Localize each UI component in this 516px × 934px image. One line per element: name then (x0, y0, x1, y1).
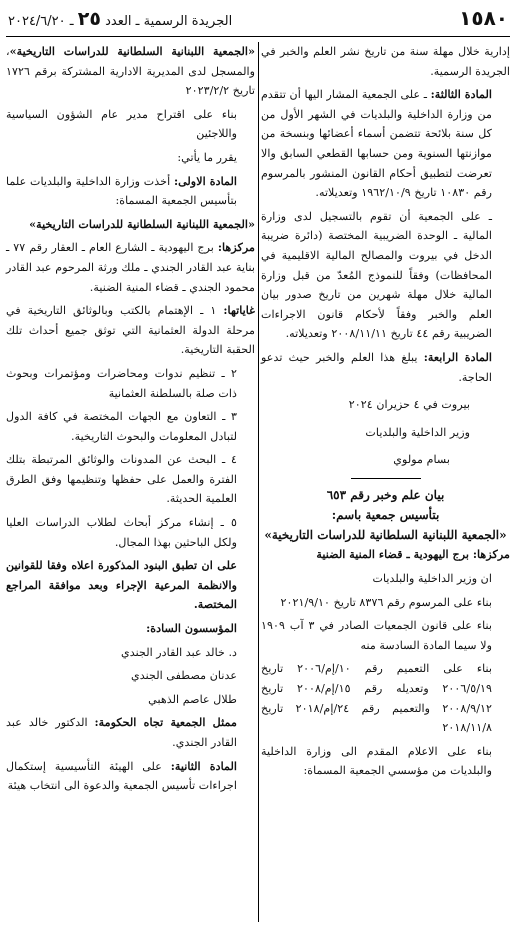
article-label: المادة الرابعة: (423, 349, 492, 364)
paragraph: إدارية خلال مهلة سنة من تاريخ نشر العلم والخبر في الجريدة الرسمية. (261, 45, 510, 78)
association-intro (6, 42, 255, 101)
article-3 (261, 85, 510, 203)
association-name: «الجمعية اللبنانية السلطانية للدراسات التاريخية» (29, 216, 255, 231)
article-label: المادة الاولى: (173, 173, 237, 188)
founder: عدنان مصطفى الجندي (131, 669, 237, 683)
goal-text: ١ ـ الإهتمام بالكتب وبالوثائق التاريخية في مرحلة الدولة العثمانية التي توثق جميع أحداث تلك الحقبة التاريخية. (6, 304, 255, 357)
hq-label: مركزها: (217, 240, 255, 255)
article-text: ـ على الجمعية المشار اليها أن تتقدم من وزارة الداخلية والبلديات في الشهر الأول من كل سنة بلائحة تتضمن أسماء أعضائها وبنسخة من موازنتها السنوية ومن حسابها القطعي السابق والا تعرضت لتطبيق أحكام القانون المنشور بالمرسوم رقم ١٠٨٣٠ تاريخ ١٩٦٢/١٠/٩ وتعديلاته. (261, 88, 492, 200)
page-header (6, 6, 510, 37)
issue-number: ٢٥ (77, 8, 101, 30)
minister-line: ان وزير الداخلية والبلديات (372, 571, 492, 585)
founder: طلال عاصم الذهبي (148, 692, 237, 706)
goals-label: غاياتها: (223, 303, 255, 318)
article-4 (261, 348, 510, 387)
article-text: أخذت وزارة الداخلية والبلديات علما بتأسيس الجمعية المسماة: (6, 174, 237, 208)
decides: يقرر ما يأتي: (177, 150, 237, 164)
notice-association-name: «الجمعية اللبنانية السلطانية للدراسات التاريخية» (264, 528, 507, 543)
representative (6, 713, 255, 752)
goal-4: ٤ ـ البحث عن المدونات والوثائق المرتبطة بتلك الفترة والعمل على حفظها وتنظيمها وفق الطرق العلمية الحديثة. (6, 453, 237, 506)
hq-text: برج اليهودية ـ قضاء المنية الضنية (316, 547, 473, 562)
hq-text: برج اليهودية ـ الشارع العام ـ العقار رقم ٧٧ ـ بناية عبد القادر الجندي ـ ملك ورثة المرحوم عبد القادر محمود الجندي ـ قضاء المنية الضنية. (6, 241, 255, 294)
condition: على ان تطبق البنود المذكورة اعلاه وفقا للقوانين والانظمة المرعية الإجراء وبعد موافقة المراجع المختصة. (6, 558, 237, 612)
notice-number: بيان علم وخبر رقم ٦٥٣ (326, 488, 445, 503)
goal-3: ٣ ـ التعاون مع الجهات المختصة في كافة الدول لتبادل المعلومات والبحوث التاريخية. (6, 410, 237, 443)
gazette-title (8, 8, 232, 30)
legal-basis: بناء على التعميم رقم ١٠/إم/٢٠٠٦ تاريخ ٢٠٠٦/٥/١٩ وتعديله رقم ١٥/إم/٢٠٠٨ تاريخ ٢٠٠٨/٩/١٢ والتعميم رقم ٢٤/إم/٢٠١٨ تاريخ ٢٠١٨/١١/٨ (261, 662, 492, 735)
association-name: «الجمعية اللبنانية السلطانية للدراسات التاريخية» (9, 44, 255, 58)
rep-label: ممثل الجمعية تجاه الحكومة: (94, 715, 237, 730)
article-label: المادة الثالثة: (430, 87, 492, 102)
article-text: يبلغ هذا العلم والخبر حيث تدعو الحاجة. (261, 350, 492, 384)
goal-1 (6, 301, 255, 360)
page-number: ١٥٨٠ (459, 6, 508, 30)
proposal: بناء على اقتراح مدير عام الشؤون السياسية واللاجئين (6, 107, 237, 141)
signature-title: وزير الداخلية والبلديات (365, 425, 470, 439)
issue-date: ـ ٢٠٢٤/٦/٢٠ (8, 14, 74, 29)
section-rule (351, 478, 421, 480)
rep-text: الدكتور خالد عبد القادر الجندي. (6, 716, 237, 749)
column-divider (258, 42, 259, 922)
right-column (261, 42, 510, 785)
article-label: المادة الثانية: (170, 758, 237, 773)
signature-name: بسام مولوي (393, 453, 450, 467)
headquarters (261, 545, 510, 565)
registration: ، والمسجل لدى المديرية الادارية المشتركة برقم ١٧٢٦ تاريخ ٢٠٢٣/٢/٢ (6, 45, 255, 98)
legal-basis: بناء على قانون الجمعيات الصادر في ٣ آب ١٩٠٩ ولا سيما المادة السادسة منه (261, 619, 492, 652)
headquarters (6, 238, 255, 297)
article-2 (6, 757, 255, 796)
article-1 (6, 172, 255, 211)
goal-2: ٢ ـ تنظيم ندوات ومحاضرات ومؤتمرات وبحوث ذات صلة بالسلطنة العثمانية (6, 366, 237, 400)
hq-label: مركزها: (472, 547, 510, 562)
left-column (6, 42, 255, 800)
notice-subtitle: بتأسيس جمعية باسم: (331, 508, 440, 523)
article-text: على الهيئة التأسيسية إستكمال اجراءات تأسيس الجمعية والدعوة الى انتخاب هيئة (6, 759, 237, 793)
signature-place-date: بيروت في ٤ حزيران ٢٠٢٤ (348, 398, 470, 412)
founder: د. خالد عبد القادر الجندي (120, 645, 237, 659)
legal-basis: بناء على المرسوم رقم ٨٣٧٦ تاريخ ٢٠٢١/٩/١٠ (280, 595, 492, 609)
goal-5: ٥ ـ إنشاء مركز أبحاث لطلاب الدراسات العليا ولكل الباحثين بهذا المجال. (6, 516, 237, 549)
gazette-prefix: الجريدة الرسمية ـ العدد (105, 14, 233, 29)
paragraph: ـ على الجمعية أن تقوم بالتسجيل لدى وزارة المالية ـ الوحدة الضريبية المختصة (دائرة ضريبة الدخل في بيروت والمصالح المالية الاقليمية في المحافظات) وفقاً للنموذج المُعدّ من قبل وزارة المالية خلال مهلة شهرين من تاريخ صدور بيان العلم والخبر وفقاً لأحكام قانون الاجراءات الضريبية رقم ٤٤ تاريخ ٢٠٠٨/١١/١١ وتعديلاته. (261, 209, 492, 341)
legal-basis: بناء على الاعلام المقدم الى وزارة الداخلية والبلديات من مؤسسي الجمعية المسماة: (261, 744, 492, 778)
founders-label: المؤسسون السادة: (146, 621, 237, 636)
